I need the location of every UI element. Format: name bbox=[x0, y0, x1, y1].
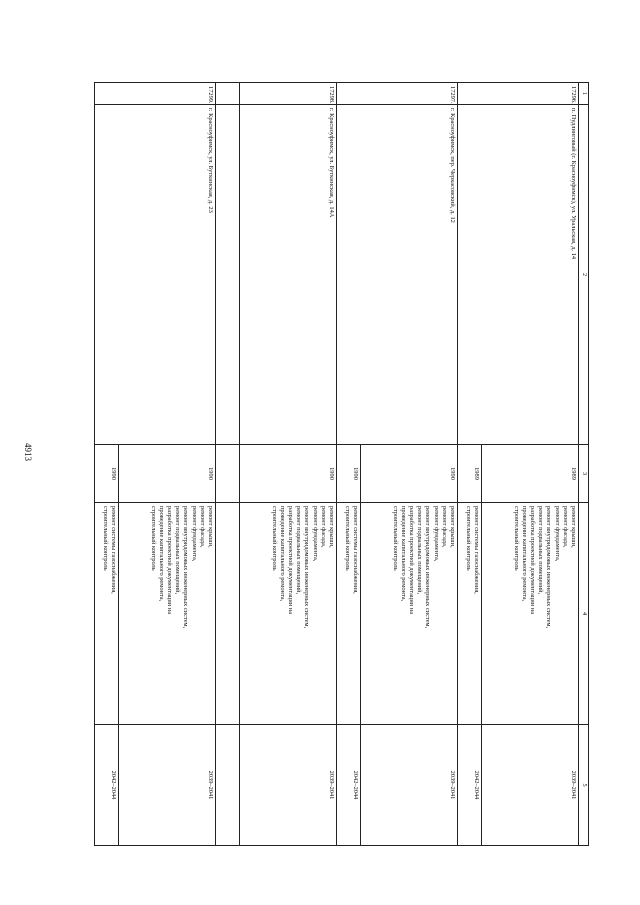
works-list bbox=[458, 503, 482, 725]
work-item: строительный контроль bbox=[343, 506, 351, 571]
repair-period: 2039–2041 bbox=[240, 725, 337, 846]
work-item: ремонт фундамента, bbox=[311, 506, 319, 562]
work-item: разработка проектной документации на bbox=[408, 506, 416, 615]
work-item: строительный контроль bbox=[149, 506, 157, 571]
works-list bbox=[119, 503, 216, 725]
work-item: проведение капитального ремонта, bbox=[399, 506, 407, 602]
work-item: ремонт фундамента, bbox=[553, 506, 561, 562]
work-item: ремонт фундамента, bbox=[432, 506, 440, 562]
column-header: 4 bbox=[579, 503, 589, 725]
work-item: ремонт крыши, bbox=[207, 506, 214, 548]
construction-year: 1990 bbox=[119, 445, 216, 503]
work-item: ремонт фундамента, bbox=[190, 506, 198, 562]
work-item: строительный контроль bbox=[464, 506, 472, 571]
work-item: ремонт системы газоснабжения, bbox=[473, 506, 480, 594]
work-item: проведение капитального ремонта, bbox=[520, 506, 528, 602]
empty-cell bbox=[216, 503, 240, 725]
building-address: п. Пудлинговый (г. Красноуфимск), ул. Уральская, д. 14 bbox=[458, 105, 579, 445]
work-item: ремонт подвальных помещений, bbox=[537, 506, 545, 595]
work-item: ремонт внутридомовых инженерных систем, bbox=[545, 506, 553, 629]
work-item: ремонт подвальных помещений, bbox=[416, 506, 424, 595]
rotated-table-stage bbox=[83, 82, 589, 845]
building-address: г. Красноуфимск, ул. Буткинская, д. 23 bbox=[95, 105, 216, 445]
works-list bbox=[240, 503, 337, 725]
construction-year: 1989 bbox=[458, 445, 482, 503]
work-item: ремонт системы газоснабжения, bbox=[110, 506, 117, 594]
work-item: ремонт системы газоснабжения, bbox=[352, 506, 359, 594]
work-item: проведение капитального ремонта, bbox=[157, 506, 165, 602]
work-item: ремонт подвальных помещений, bbox=[295, 506, 303, 595]
work-item: разработка проектной документации на bbox=[529, 506, 537, 615]
construction-year: 1990 bbox=[240, 445, 337, 503]
works-list bbox=[95, 503, 119, 725]
construction-year: 1989 bbox=[482, 445, 579, 503]
construction-year: 1990 bbox=[95, 445, 119, 503]
repair-period: 2039–2041 bbox=[361, 725, 458, 846]
column-header: 1 bbox=[579, 83, 589, 105]
work-item: строительный контроль bbox=[101, 506, 109, 571]
work-item: ремонт крыши, bbox=[328, 506, 335, 548]
column-header: 5 bbox=[579, 725, 589, 846]
building-address: г. Красноуфимск, ул. Буткинская, д. 14А bbox=[240, 105, 337, 445]
work-item: ремонт внутридомовых инженерных систем, bbox=[424, 506, 432, 629]
works-list bbox=[361, 503, 458, 725]
construction-year: 1990 bbox=[361, 445, 458, 503]
repair-schedule-table bbox=[94, 82, 589, 846]
work-item: проведение капитального ремонта, bbox=[278, 506, 286, 602]
work-item: ремонт подвальных помещений, bbox=[174, 506, 182, 595]
work-item: ремонт фасада, bbox=[561, 506, 569, 548]
repair-period: 2042–2044 bbox=[95, 725, 119, 846]
page-number: 4913 bbox=[23, 443, 33, 461]
work-item: ремонт внутридомовых инженерных систем, bbox=[303, 506, 311, 629]
table-row bbox=[240, 83, 337, 846]
work-item: ремонт внутридомовых инженерных систем, bbox=[182, 506, 190, 629]
empty-cell bbox=[216, 83, 240, 105]
empty-cell bbox=[216, 725, 240, 846]
header-row bbox=[579, 83, 589, 846]
work-item: ремонт крыши, bbox=[449, 506, 456, 548]
row-number: 17298. bbox=[240, 83, 337, 105]
empty-cell bbox=[216, 445, 240, 503]
empty-cell bbox=[216, 105, 240, 445]
table-row bbox=[119, 83, 216, 846]
empty-row bbox=[216, 83, 240, 846]
work-item: ремонт крыши, bbox=[570, 506, 577, 548]
column-header: 3 bbox=[579, 445, 589, 503]
works-list bbox=[482, 503, 579, 725]
work-item: ремонт фасада, bbox=[198, 506, 206, 548]
construction-year: 1990 bbox=[337, 445, 361, 503]
column-header: 2 bbox=[579, 105, 589, 445]
works-list bbox=[337, 503, 361, 725]
work-item: строительный контроль bbox=[270, 506, 278, 571]
table-row bbox=[482, 83, 579, 846]
work-item: разработка проектной документации на bbox=[166, 506, 174, 615]
repair-period: 2039–2041 bbox=[482, 725, 579, 846]
work-item: строительный контроль bbox=[512, 506, 520, 571]
repair-period: 2042–2044 bbox=[337, 725, 361, 846]
row-number: 17296. bbox=[458, 83, 579, 105]
table-row bbox=[361, 83, 458, 846]
work-item: ремонт фасада, bbox=[319, 506, 327, 548]
table-body bbox=[95, 83, 579, 846]
row-number: 17297. bbox=[337, 83, 458, 105]
work-item: ремонт фасада, bbox=[440, 506, 448, 548]
work-item: разработка проектной документации на bbox=[287, 506, 295, 615]
work-item: строительный контроль bbox=[391, 506, 399, 571]
row-number: 17299. bbox=[95, 83, 216, 105]
repair-period: 2039–2041 bbox=[119, 725, 216, 846]
building-address: г. Красноуфимск, пер. Черкасовский, д. 12 bbox=[337, 105, 458, 445]
repair-period: 2042–2044 bbox=[458, 725, 482, 846]
